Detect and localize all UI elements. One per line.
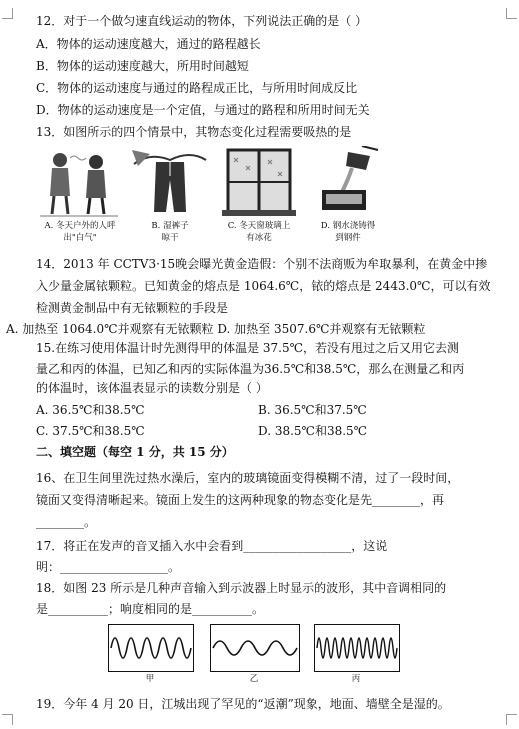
waveform-bing-panel [314,624,400,672]
q12-option-c: C．物体的运动速度与通过的路程成正比，与所用时间成反比 [36,81,358,95]
q15-option-b: B. 36.5℃和37.5℃ [258,403,367,417]
q12-option-d: D．物体的运动速度是一个定值，与通过的路程和所用时间无关 [36,103,370,117]
waveform-jia-curve [109,625,193,671]
q15-line-3: 的体温时，该体温表显示的读数分别是（ ） [36,381,268,395]
scene-b-caption-1: B. 湿裤子 [151,221,189,231]
waveform-jia-label: 甲 [145,674,155,684]
q14-line-1: 14．2013 年 CCTV3·15晚会曝光黄金造假：个别不法商贩为牟取暴利，在黄金中掺 [36,257,488,271]
corner-mark-top-right [506,8,517,19]
q14-line-3: 检测黄金制品中有无铱颗粒的手段是 [36,301,229,315]
scene-c-caption-2: 有冰花 [246,233,272,243]
scene-c-window-illustration [222,146,296,218]
corner-mark-top-left [2,8,13,19]
q16-line-3: ________。 [36,515,97,529]
waveform-bing-curve [315,625,399,671]
q18-line-2: 是__________；响度相同的是__________。 [36,602,265,616]
scene-a-breath-illustration [40,146,118,218]
q18-line-1: 18．如图 23 所示是几种声音输入到示波器上时显示的波形，其中音调相同的 [36,581,447,595]
waveform-bing-label: 丙 [351,674,361,684]
q12-stem: 12．对于一个做匀速直线运动的物体，下列说法正确的是（ ） [36,14,368,28]
corner-mark-bottom-right [506,714,517,725]
waveform-jia-panel [108,624,194,672]
q19-line: 19．今年 4 月 20 日，江城出现了罕见的“返潮”现象，地面、墙壁全是湿的。 [36,697,450,711]
q12-option-b: B．物体的运动速度越大，所用时间越短 [36,59,249,73]
scene-d-caption-1: D. 钢水浇铸得 [320,221,376,231]
q15-option-c: C. 37.5℃和38.5℃ [36,424,145,438]
section-2-title: 二、填空题（每空 1 分，共 15 分） [36,445,234,459]
scene-d-steel-casting-illustration [312,146,384,218]
q12-option-a: A．物体的运动速度越大，通过的路程越长 [36,37,261,51]
scene-a-caption-2: 出"白气" [63,233,97,243]
q14-line-2: 入少量金属铱颗粒。已知黄金的熔点是 1064.6℃，铱的熔点是 2443.0℃，可以有效 [36,279,491,293]
q15-option-d: D. 38.5℃和38.5℃ [258,424,368,438]
waveform-yi-panel [210,624,300,672]
scene-b-trousers-illustration [130,146,210,218]
waveform-yi-curve [211,625,299,671]
q17-line-2: 明：__________________。 [36,560,181,574]
scene-a-caption-1: A. 冬天户外的人呼 [44,221,116,231]
q15-line-2: 量乙和丙的体温，已知乙和丙的实际体温为36.5℃和38.5℃，那么在测量乙和丙 [36,362,465,376]
scene-d-caption-2: 到钢件 [335,233,361,243]
scene-b-caption-2: 晾干 [161,233,179,243]
q15-line-1: 15.在练习使用体温计时先测得甲的体温是 37.5℃，若没有甩过之后又用它去测 [36,341,460,355]
q17-line-1: 17．将正在发声的音叉插入水中会看到__________________，这说 [36,539,388,553]
scene-c-caption-1: C. 冬天窗玻璃上 [227,221,291,231]
waveform-yi-label: 乙 [249,674,259,684]
q14-options: A. 加热至 1064.0℃并观察有无铱颗粒 D. 加热至 3507.6℃并观察有无铱颗粒 [6,322,426,336]
q15-option-a: A. 36.5℃和38.5℃ [36,403,145,417]
q13-stem: 13．如图所示的四个情景中，其物态变化过程需要吸热的是 [36,125,352,139]
corner-mark-bottom-left [2,714,13,725]
q16-line-2: 镜面又变得清晰起来。镜面上发生的这两种现象的物态变化是先________，再 [36,493,445,507]
q16-line-1: 16、在卫生间里洗过热水澡后，室内的玻璃镜面变得模糊不清，过了一段时间， [36,471,460,485]
